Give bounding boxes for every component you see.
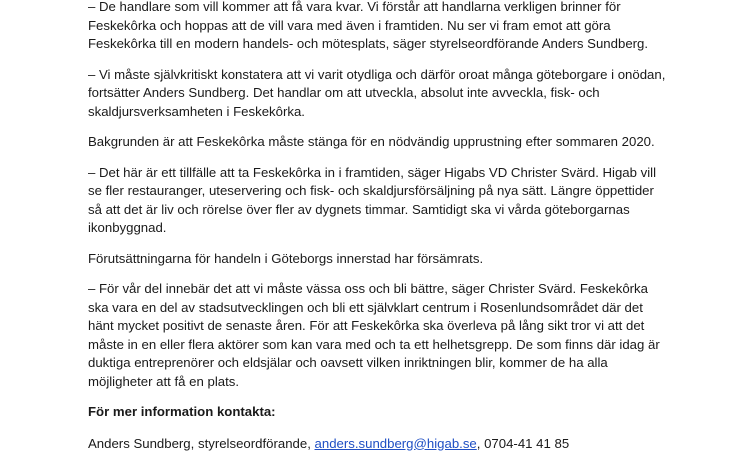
paragraph-6: – För vår del innebär det att vi måste vässa oss och bli bättre, säger Christer Svärd. Feskekôrka ska vara en del av stadsutvecklingen och bli ett självklart centrum i Rosenlundsområdet där det hänt mycket positivt de senaste åren. För att Feskekôrka ska överleva på lång sikt tror vi att det måste in en eller flera aktörer som kan vara med och ta ett helhetsgrepp. De som finns där idag är duktiga entreprenörer och eldsjälar och oavsett vilken inriktningen blir, kommer de ha alla möjligheter att få en plats. [88,280,668,391]
paragraph-3: Bakgrunden är att Feskekôrka måste stänga för en nödvändig upprustning efter sommaren 2020. [88,133,668,152]
document-body [88,0,668,453]
contact-heading: För mer information kontakta: [88,403,668,422]
contact-phone: , 0704-41 41 85 [477,436,569,451]
contact-email-link[interactable]: anders.sundberg@higab.se [315,436,477,451]
paragraph-1: – De handlare som vill kommer att få vara kvar. Vi förstår att handlarna verkligen brinner för Feskekôrka och hoppas att de vill vara med även i framtiden. Nu ser vi fram emot att göra Feskekôrka till en modern handels- och mötesplats, säger styrelseordförande Anders Sundberg. [88,0,668,54]
contact-line [88,435,668,453]
paragraph-4: – Det här är ett tillfälle att ta Feskekôrka in i framtiden, säger Higabs VD Christer Svärd. Higab vill se fler restauranger, uteservering och fisk- och skaldjursförsäljning på nya sätt. Längre öppettider så att det är liv och rörelse över fler av dygnets timmar. Samtidigt ska vi vårda göteborgarnas ikonbyggnad. [88,164,668,238]
paragraph-2: – Vi måste självkritiskt konstatera att vi varit otydliga och därför oroat många göteborgare i onödan, fortsätter Anders Sundberg. Det handlar om att utveckla, absolut inte avveckla, fisk- och skaldjursverksamheten i Feskekôrka. [88,66,668,122]
contact-name: Anders Sundberg, styrelseordförande, [88,436,315,451]
paragraph-5: Förutsättningarna för handeln i Göteborgs innerstad har försämrats. [88,250,668,269]
